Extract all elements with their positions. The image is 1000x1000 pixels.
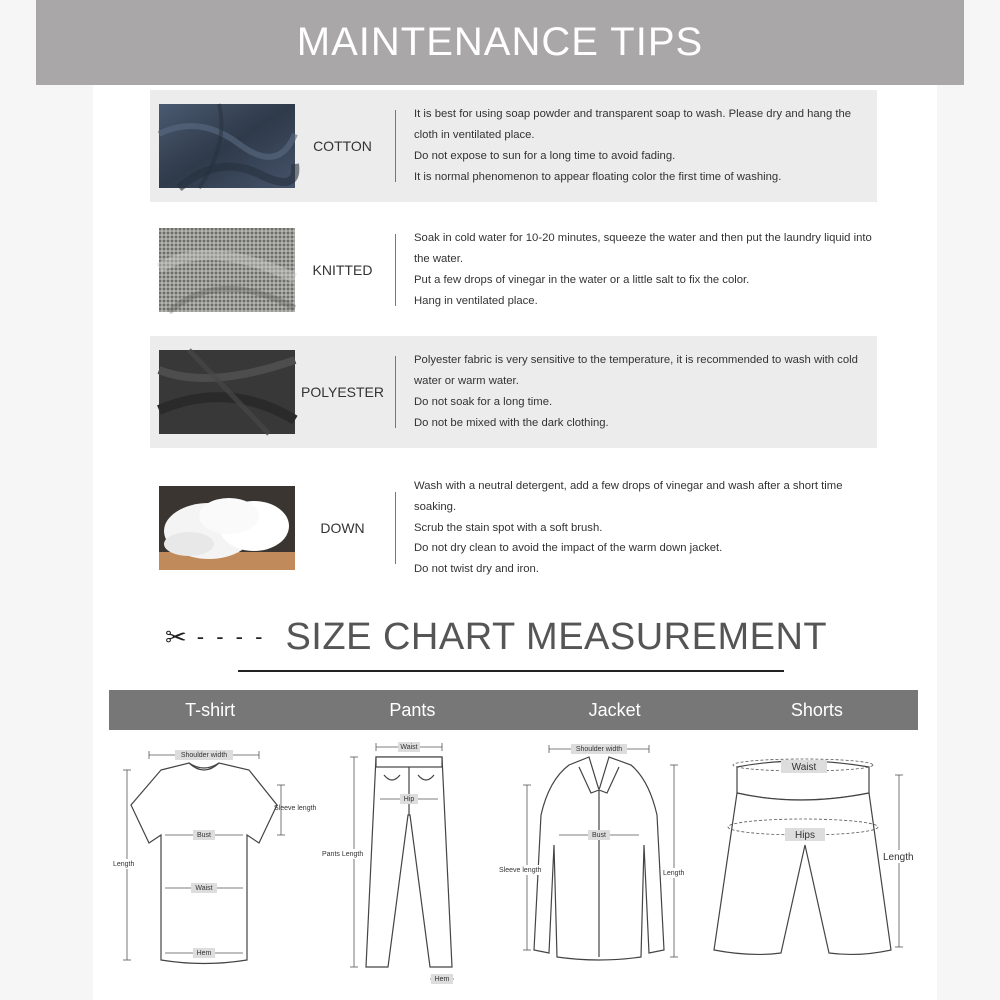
pants-hem-label: Hem: [434, 976, 450, 983]
tshirt-bust-label: Bust: [196, 832, 212, 839]
tshirt-waist-label: Waist: [195, 885, 213, 892]
jacket-diagram: [499, 735, 709, 995]
description-line: It is normal phenomenon to appear floating color the first time of washing.: [414, 170, 782, 183]
size-chart-heading: [165, 612, 885, 662]
jacket-shoulder-label: Shoulder width: [575, 746, 623, 753]
divider: [395, 234, 396, 306]
description-line: Do not dry clean to avoid the impact of the warm down jacket.: [414, 542, 723, 555]
page-title: MAINTENANCE TIPS: [296, 20, 704, 64]
size-chart-title: SIZE CHART MEASUREMENT: [285, 615, 828, 658]
pants-length-label: Pants Length: [322, 851, 364, 858]
fabric-description: [414, 350, 877, 433]
tshirt-hem-label: Hem: [196, 950, 212, 957]
divider: [395, 492, 396, 564]
description-line: Do not be mixed with the dark clothing.: [414, 416, 609, 429]
fabric-name: COTTON: [313, 138, 372, 154]
fabric-row-down: [150, 472, 877, 584]
description-line: Polyester fabric is very sensitive to the temperature, it is recommended to wash with cold water or warm water.: [414, 354, 858, 388]
category-bar: [109, 690, 918, 730]
jacket-length-label: Length: [663, 870, 685, 877]
pants-waist-label: Waist: [400, 744, 418, 751]
description-line: Wash with a neutral detergent, add a few drops of vinegar and wash after a short time soaking.: [414, 480, 843, 513]
description-line: Put a few drops of vinegar in the water or a little salt to fix the color.: [414, 274, 750, 286]
fabric-description: [414, 228, 877, 311]
maintenance-header: [36, 0, 964, 85]
size-diagrams: [109, 735, 918, 995]
fabric-row-cotton: [150, 90, 877, 202]
category-tshirt: T-shirt: [185, 700, 236, 720]
tshirt-length-label: Length: [113, 861, 135, 868]
description-line: Soak in cold water for 10-20 minutes, squeeze the water and then put the laundry liquid into the water.: [414, 232, 872, 266]
pants-diagram: [314, 735, 494, 995]
scissors-icon: ✂: [165, 621, 187, 652]
polyester-swatch-image: [159, 350, 295, 434]
jacket-bust-label: Bust: [591, 832, 607, 839]
category-pants: Pants: [389, 700, 436, 720]
category-shorts: Shorts: [790, 700, 843, 720]
fabric-row-knitted: [150, 214, 877, 326]
cotton-swatch-image: [159, 104, 295, 188]
fabric-description: [414, 104, 877, 187]
fabric-name: KNITTED: [312, 262, 373, 278]
fabric-description: [414, 476, 877, 580]
pants-hip-label: Hip: [403, 796, 415, 803]
jacket-sleeve-label: Sleeve length: [499, 867, 542, 874]
shorts-diagram: [709, 735, 918, 995]
divider: [395, 110, 396, 182]
tshirt-sleeve-label: Sleeve length: [274, 805, 317, 812]
fabric-name: DOWN: [320, 520, 365, 536]
tshirt-diagram: [109, 735, 317, 995]
title-underline: [238, 670, 784, 672]
dashed-line: - - - -: [196, 624, 266, 649]
knitted-swatch-image: [159, 228, 295, 312]
category-jacket: Jacket: [588, 700, 641, 720]
fabric-row-polyester: [150, 336, 877, 448]
tshirt-shoulder-label: Shoulder width: [180, 752, 228, 759]
description-line: Do not expose to sun for a long time to avoid fading.: [414, 150, 676, 162]
description-line: Scrub the stain spot with a soft brush.: [414, 521, 603, 534]
description-line: Hang in ventilated place.: [414, 294, 538, 307]
shorts-hips-label: Hips: [794, 830, 816, 841]
description-line: Do not soak for a long time.: [414, 396, 553, 408]
down-swatch-image: [159, 486, 295, 570]
description-line: It is best for using soap powder and transparent soap to wash. Please dry and hang the cloth in ventilated place.: [414, 108, 852, 142]
shorts-waist-label: Waist: [791, 762, 817, 773]
shorts-length-label: Length: [883, 852, 914, 863]
description-line: Do not twist dry and iron.: [414, 563, 539, 576]
divider: [395, 356, 396, 428]
fabric-name: POLYESTER: [301, 384, 384, 400]
